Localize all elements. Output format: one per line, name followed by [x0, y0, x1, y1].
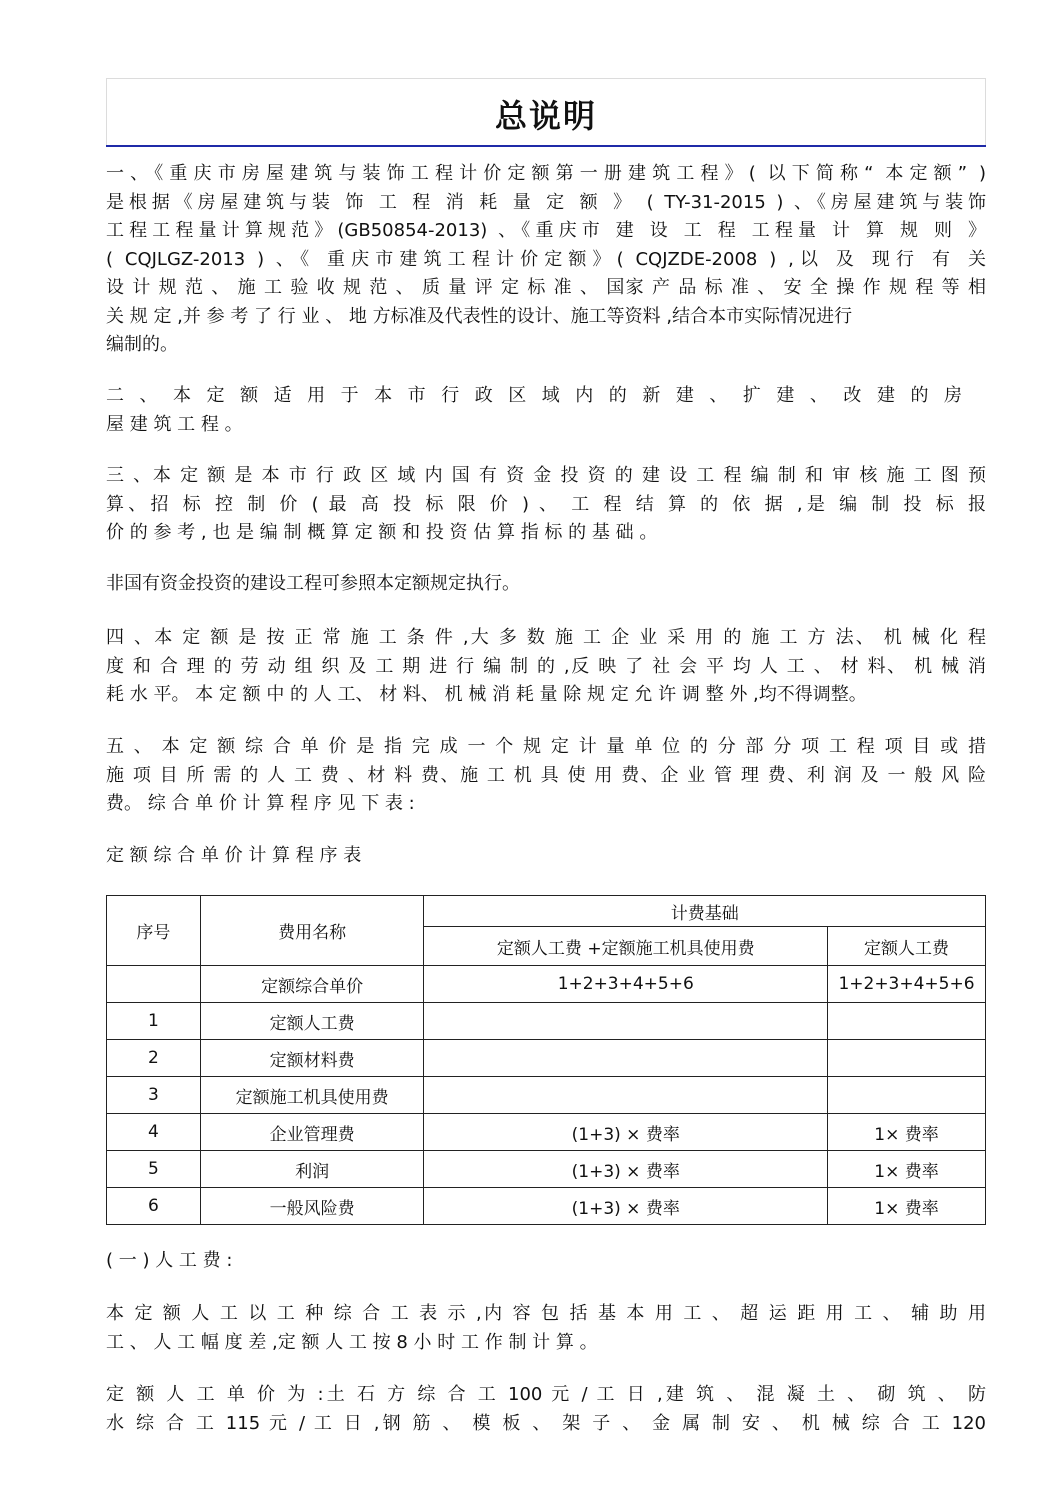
- cell-seq: 3: [107, 1077, 201, 1114]
- header-col1: 定额人工费 +定额施工机具使用费: [424, 927, 828, 966]
- cell-seq: 1: [107, 1003, 201, 1040]
- cell-seq: [107, 966, 201, 1003]
- paragraph-6: [106, 733, 986, 819]
- cell-col2: 1+2+3+4+5+6: [828, 966, 986, 1003]
- cell-name: 定额施工机具使用费: [200, 1077, 424, 1114]
- cell-col2: [828, 1077, 986, 1114]
- title-rule: [106, 145, 986, 147]
- text-line: 价 的 参 考 , 也 是 编 制 概 算 定 额 和 投 资 估 算 指 标 的 基 础 。: [106, 522, 658, 543]
- header-seq: 序号: [107, 896, 201, 966]
- cell-name: 定额综合单价: [200, 966, 424, 1003]
- cell-name: 利润: [200, 1151, 424, 1188]
- text-line: 耗 水 平。 本 定 额 中 的 人 工、 材 料、 机 械 消 耗 量 除 规 定 允 许 调 整 外 ,均不得调整。: [106, 684, 867, 705]
- text-line: 工 、 人 工 幅 度 差 ,定 额 人 工 按 8 小 时 工 作 制 计 算 。: [106, 1331, 598, 1353]
- page-title: 总说明: [494, 97, 597, 135]
- paragraph-7: [106, 1300, 986, 1357]
- text-line: 编制的。: [106, 334, 178, 355]
- text-line: 三 、本 定 额 是 本 市 行 政 区 域 内 国 有 资 金 投 资 的 建 设 工 程 编 制 和 审 核 施 工 图 预: [106, 465, 986, 486]
- header-basis: 计费基础: [424, 896, 986, 927]
- pricing-procedure-table: [106, 895, 986, 1225]
- header-name: 费用名称: [200, 896, 424, 966]
- text-line: 算、招 标 控 制 价 ( 最 高 投 标 限 价 ) 、 工 程 结 算 的 依 据 ,是 编 制 投 标 报: [106, 493, 986, 515]
- cell-col1: (1+3) × 费率: [424, 1114, 828, 1151]
- header-col2: 定额人工费: [828, 927, 986, 966]
- paragraph-3: [106, 462, 986, 548]
- text-line: 费。 综 合 单 价 计 算 程 序 见 下 表 :: [106, 793, 415, 814]
- cell-col2: 1× 费率: [828, 1151, 986, 1188]
- text-line: 工程工程量计算规范》(GB50854-2013) 、《重庆市 建 设 工 程 工程量 计 算 规 则 》: [106, 220, 986, 241]
- text-line: 定 额 人 工 单 价 为 :土 石 方 综 合 工 100 元 / 工 日 ,建 筑 、 混 凝 土 、 砌 筑 、 防: [106, 1384, 986, 1405]
- text-line: 本 定 额 人 工 以 工 种 综 合 工 表 示 ,内 容 包 括 基 本 用 工 、 超 运 距 用 工 、 辅 助 用: [106, 1303, 986, 1324]
- text-line: 一、《重庆市房屋建筑与装饰工程计价定额第一册建筑工程》( 以下简称“ 本定额” ): [106, 163, 986, 184]
- text-line: 二 、 本 定 额 适 用 于 本 市 行 政 区 域 内 的 新 建 、 扩 建 、 改 建 的 房: [106, 385, 962, 406]
- table-row: [107, 1040, 986, 1077]
- paragraph-4: [106, 570, 986, 599]
- cell-seq: 2: [107, 1040, 201, 1077]
- cell-seq: 4: [107, 1114, 201, 1151]
- text-line: 水 综 合 工 115 元 / 工 日 ,钢 筋 、 模 板 、 架 子 、 金 属 制 安 、 机 械 综 合 工 120: [106, 1412, 987, 1434]
- cell-col2: 1× 费率: [828, 1188, 986, 1225]
- text-line: 五 、 本 定 额 综 合 单 价 是 指 完 成 一 个 规 定 计 量 单 位 的 分 部 分 项 工 程 项 目 或 措: [106, 736, 986, 757]
- cell-col2: [828, 1003, 986, 1040]
- title-box: [106, 78, 986, 145]
- text-line: 关 规 定 ,并 参 考 了 行 业 、 地 方标准及代表性的设计、施工等资料 ,结合本市实际情况进行: [106, 305, 853, 327]
- table-row: [107, 1188, 986, 1225]
- table-row: [107, 1151, 986, 1188]
- table-caption: 定 额 综 合 单 价 计 算 程 序 表: [106, 845, 362, 866]
- cell-col1: (1+3) × 费率: [424, 1188, 828, 1225]
- paragraph-2: [106, 382, 962, 439]
- cell-col2: [828, 1040, 986, 1077]
- cell-col2: 1× 费率: [828, 1114, 986, 1151]
- text-line: 四 、本 定 额 是 按 正 常 施 工 条 件 ,大 多 数 施 工 企 业 采 用 的 施 工 方 法、 机 械 化 程: [106, 627, 986, 648]
- text-line: 非国有资金投资的建设工程可参照本定额规定执行。: [106, 573, 520, 594]
- cell-col1: [424, 1040, 828, 1077]
- cell-name: 定额材料费: [200, 1040, 424, 1077]
- table-header-row: [107, 896, 986, 927]
- cell-seq: 6: [107, 1188, 201, 1225]
- paragraph-5: [106, 624, 986, 710]
- text-line: 度 和 合 理 的 劳 动 组 织 及 工 期 进 行 编 制 的 ,反 映 了 社 会 平 均 人 工 、 材 料、 机 械 消: [106, 655, 986, 677]
- cell-name: 定额人工费: [200, 1003, 424, 1040]
- cell-col1: 1+2+3+4+5+6: [424, 966, 828, 1003]
- text-line: 是根据《房屋建筑与装 饰 工 程 消 耗 量 定 额 》 ( TY-31-2015 ) 、《房屋建筑与装饰: [106, 191, 986, 213]
- table-row: [107, 966, 986, 1003]
- text-line: 设 计 规 范 、 施 工 验 收 规 范 、 质 量 评 定 标 准 、 国家 产 品 标 准 、 安 全 操 作 规 程 等 相: [106, 277, 986, 298]
- cell-name: 企业管理费: [200, 1114, 424, 1151]
- cell-seq: 5: [107, 1151, 201, 1188]
- paragraph-8: [106, 1381, 986, 1438]
- cell-col1: [424, 1003, 828, 1040]
- table-caption-block: [106, 842, 986, 871]
- cell-col1: [424, 1077, 828, 1114]
- table-row: [107, 1003, 986, 1040]
- cell-name: 一般风险费: [200, 1188, 424, 1225]
- section-heading: ( 一 ) 人 工 费 :: [106, 1250, 233, 1271]
- table-row: [107, 1114, 986, 1151]
- paragraph-1: [106, 160, 986, 360]
- table-row: [107, 1077, 986, 1114]
- text-line: 屋 建 筑 工 程 。: [106, 413, 243, 435]
- cell-col1: (1+3) × 费率: [424, 1151, 828, 1188]
- text-line: ( CQJLGZ-2013 ) 、《 重庆市建筑工程计价定额》( CQJZDE-2008 ) ,以 及 现行 有 关: [106, 248, 986, 270]
- text-line: 施 项 目 所 需 的 人 工 费 、材 料 费、施 工 机 具 使 用 费、企 业 管 理 费、利 润 及 一 般 风 险: [106, 764, 986, 786]
- section-heading-block: [106, 1247, 986, 1276]
